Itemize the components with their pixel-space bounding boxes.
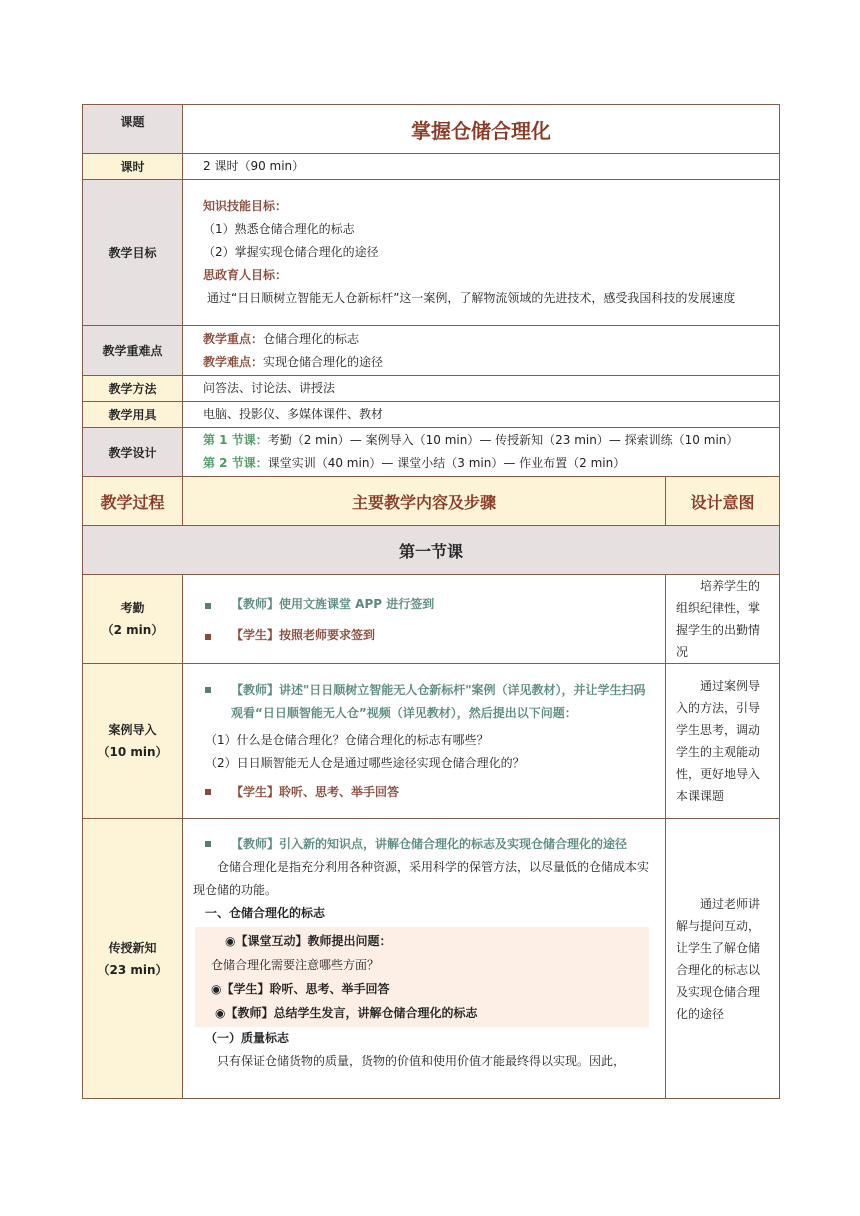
row-attendance bbox=[83, 575, 780, 664]
row-tools bbox=[83, 402, 780, 428]
attendance-label bbox=[83, 575, 183, 664]
attendance-name: 考勤 bbox=[120, 601, 145, 615]
tools-label: 教学用具 bbox=[83, 402, 183, 428]
goal-knowledge-title: 知识技能目标： bbox=[203, 199, 288, 213]
attendance-teacher: 【教师】使用文旌课堂 APP 进行签到 bbox=[231, 597, 435, 611]
bullet-square-icon bbox=[205, 789, 211, 795]
design-1-text: 考勤（2 min）— 案例导入（10 min）— 传授新知（23 min）— 探索训练（10 min） bbox=[267, 433, 739, 447]
hours-label: 课时 bbox=[83, 154, 183, 180]
col-process: 教学过程 bbox=[83, 477, 183, 526]
row-keypoints bbox=[83, 326, 780, 376]
case-content bbox=[183, 664, 666, 819]
row-topic bbox=[83, 105, 780, 154]
goal-k1: （1）熟悉仓储合理化的标志 bbox=[203, 222, 355, 236]
lesson-table bbox=[82, 104, 780, 1099]
case-time: （10 min） bbox=[97, 745, 168, 759]
goal-ideology-title: 思政育人目标： bbox=[203, 268, 288, 282]
keypoints-label: 教学重难点 bbox=[83, 326, 183, 376]
key-label: 教学重点： bbox=[203, 331, 264, 346]
design-content bbox=[183, 428, 780, 477]
teach-name: 传授新知 bbox=[108, 940, 157, 955]
teach-label bbox=[83, 819, 183, 1099]
attendance-content bbox=[183, 575, 666, 664]
row-goals bbox=[83, 180, 780, 326]
case-student: 【学生】聆听、思考、举手回答 bbox=[231, 784, 400, 799]
methods-value: 问答法、讨论法、讲授法 bbox=[183, 376, 780, 402]
teach-definition: 仓储合理化是指充分利用各种资源，采用科学的保管方法，以尽量低的仓储成本实现仓储的功能。 bbox=[193, 860, 650, 897]
goal-k2: （2）掌握实现仓储合理化的途径 bbox=[203, 245, 379, 259]
case-intent: 通过案例导入的方法，引导学生思考，调动学生的主观能动性，更好地导入本课课题 bbox=[666, 664, 780, 819]
teach-teacher: 【教师】引入新的知识点，讲解仓储合理化的标志及实现仓储合理化的途径 bbox=[231, 837, 628, 851]
tools-value: 电脑、投影仪、多媒体课件、教材 bbox=[183, 402, 780, 428]
teach-content bbox=[183, 819, 666, 1099]
design-1-label: 第 1 节课： bbox=[203, 433, 268, 447]
design-2-text: 课堂实训（40 min）— 课堂小结（3 min）— 作业布置（2 min） bbox=[267, 456, 626, 470]
bullet-square-icon bbox=[205, 687, 211, 693]
topic-label: 课题 bbox=[83, 105, 183, 154]
keypoints-content bbox=[183, 326, 780, 376]
interact-title: ◉【课堂互动】教师提出问题： bbox=[225, 934, 392, 948]
case-label bbox=[83, 664, 183, 819]
lesson-plan bbox=[82, 104, 779, 1099]
interaction-box bbox=[195, 927, 649, 1027]
row-teach bbox=[83, 819, 780, 1099]
teach-sub-1-text: 只有保证仓储货物的质量，货物的价值和使用价值才能最终得以实现。因此， bbox=[217, 1054, 626, 1068]
teach-time: （23 min） bbox=[97, 962, 168, 977]
case-teacher: 【教师】讲述"日日顺树立智能无人仓新标杆"案例（详见教材），并让学生扫码观看“日日顺智能无人仓”视频（详见教材），然后提出以下问题： bbox=[231, 682, 646, 720]
row-process-header bbox=[83, 477, 780, 526]
row-section-1 bbox=[83, 526, 780, 575]
interact-student: ◉【学生】聆听、思考、举手回答 bbox=[211, 982, 390, 996]
bullet-square-icon bbox=[205, 634, 211, 640]
bullet-square-icon bbox=[205, 841, 211, 847]
col-intent: 设计意图 bbox=[666, 477, 780, 526]
bullet-square-icon bbox=[205, 603, 211, 609]
attendance-student: 【学生】按照老师要求签到 bbox=[231, 628, 376, 642]
row-case bbox=[83, 664, 780, 819]
teach-intent: 通过老师讲解与提问互动，让学生了解仓储合理化的标志以及实现仓储合理化的途径 bbox=[666, 819, 780, 1099]
row-design bbox=[83, 428, 780, 477]
design-2-label: 第 2 节课： bbox=[203, 456, 268, 470]
difficulty-label: 教学难点： bbox=[203, 354, 264, 369]
hours-value: 2 课时（90 min） bbox=[183, 154, 780, 180]
goal-ideology-text: 通过“日日顺树立智能无人仓新标杆”这一案例，了解物流领域的先进技术，感受我国科技的发展速度 bbox=[207, 291, 736, 305]
goals-label: 教学目标 bbox=[83, 180, 183, 326]
attendance-time: （2 min） bbox=[101, 623, 164, 637]
section-1-title: 第一节课 bbox=[83, 526, 780, 575]
difficulty-text: 实现仓储合理化的途径 bbox=[263, 354, 384, 369]
case-name: 案例导入 bbox=[108, 723, 157, 737]
methods-label: 教学方法 bbox=[83, 376, 183, 402]
goals-content bbox=[183, 180, 780, 326]
teach-sub-1: （一）质量标志 bbox=[205, 1031, 290, 1045]
key-text: 仓储合理化的标志 bbox=[263, 331, 360, 346]
row-hours bbox=[83, 154, 780, 180]
design-label: 教学设计 bbox=[83, 428, 183, 477]
col-content: 主要教学内容及步骤 bbox=[183, 477, 666, 526]
interact-question: 仓储合理化需要注意哪些方面？ bbox=[211, 958, 380, 972]
row-methods bbox=[83, 376, 780, 402]
case-q2: （2）日日顺智能无人仓是通过哪些途径实现仓储合理化的？ bbox=[205, 755, 525, 770]
case-q1: （1）什么是仓储合理化？仓储合理化的标志有哪些？ bbox=[205, 732, 489, 747]
interact-teacher: ◉【教师】总结学生发言，讲解仓储合理化的标志 bbox=[215, 1006, 478, 1020]
attendance-intent: 培养学生的组织纪律性，掌握学生的出勤情况 bbox=[666, 575, 780, 664]
lesson-title: 掌握仓储合理化 bbox=[183, 105, 780, 154]
teach-heading-1: 一、仓储合理化的标志 bbox=[205, 906, 326, 920]
